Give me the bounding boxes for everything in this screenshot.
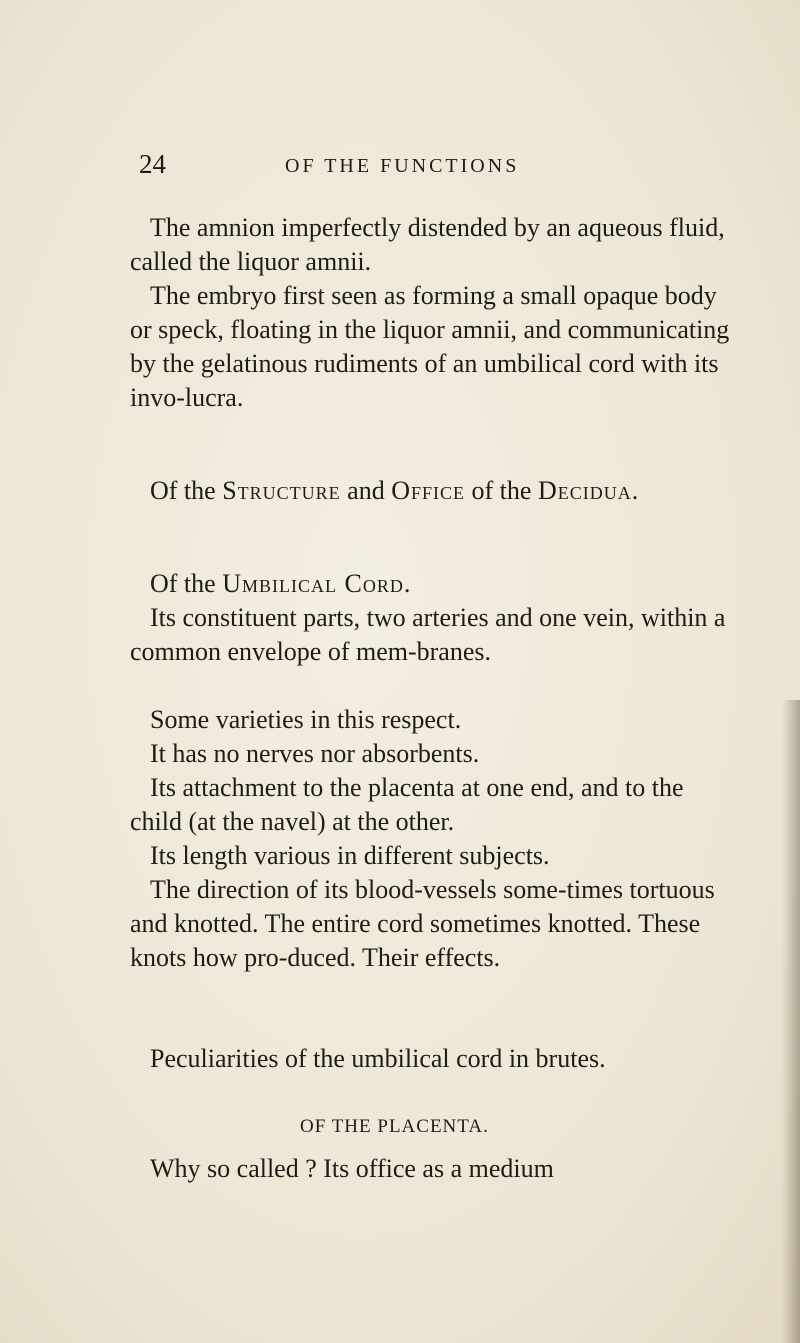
paragraph-embryo: The embryo first seen as forming a small opaque body or speck, floating in the liquor amnii, and communicating by the gelatinous rudiments of an umbilical cord with its invo-lucra. xyxy=(130,281,730,412)
heading-placenta: OF THE PLACENTA. xyxy=(300,1116,489,1137)
term-umbilical-cord: Umbilical Cord. xyxy=(222,569,412,598)
paragraph-amnion: The amnion imperfectly distended by an aqueous fluid, called the liquor amnii. xyxy=(130,213,725,276)
paragraph-length: Its length various in different subjects. xyxy=(150,841,550,870)
paragraph-placenta: Why so called ? Its office as a medium xyxy=(150,1154,554,1183)
decidua-heading-of-the: of the xyxy=(471,476,532,505)
page-edge-shadow xyxy=(782,700,800,1343)
paragraph-constituent-parts: Its constituent parts, two arteries and one vein, within a common envelope of mem-branes. xyxy=(130,603,726,666)
page-header xyxy=(139,148,699,188)
page-number: 24 xyxy=(139,149,166,179)
paragraph-brutes: Peculiarities of the umbilical cord in brutes. xyxy=(150,1044,606,1073)
cord-heading-prefix: Of the xyxy=(150,569,216,598)
term-decidua: Decidua. xyxy=(537,476,640,505)
decidua-heading-and: and xyxy=(347,476,385,505)
running-title: OF THE FUNCTIONS xyxy=(285,155,520,177)
term-structure: Structure xyxy=(222,476,341,505)
term-office: Office xyxy=(391,476,466,505)
heading-umbilical-cord xyxy=(130,567,730,601)
paragraph-attachment: Its attachment to the placenta at one end, and to the child (at the navel) at the other. xyxy=(130,773,684,836)
heading-decidua xyxy=(130,474,730,508)
decidua-heading-prefix: Of the xyxy=(150,476,216,505)
paragraph-varieties: Some varieties in this respect. xyxy=(150,705,462,734)
paragraph-nerves: It has no nerves nor absorbents. xyxy=(150,739,480,768)
paragraph-direction: The direction of its blood-vessels some-times tortuous and knotted. The entire cord sometimes knotted. These knots how pro-duced. Their effects. xyxy=(130,875,715,972)
